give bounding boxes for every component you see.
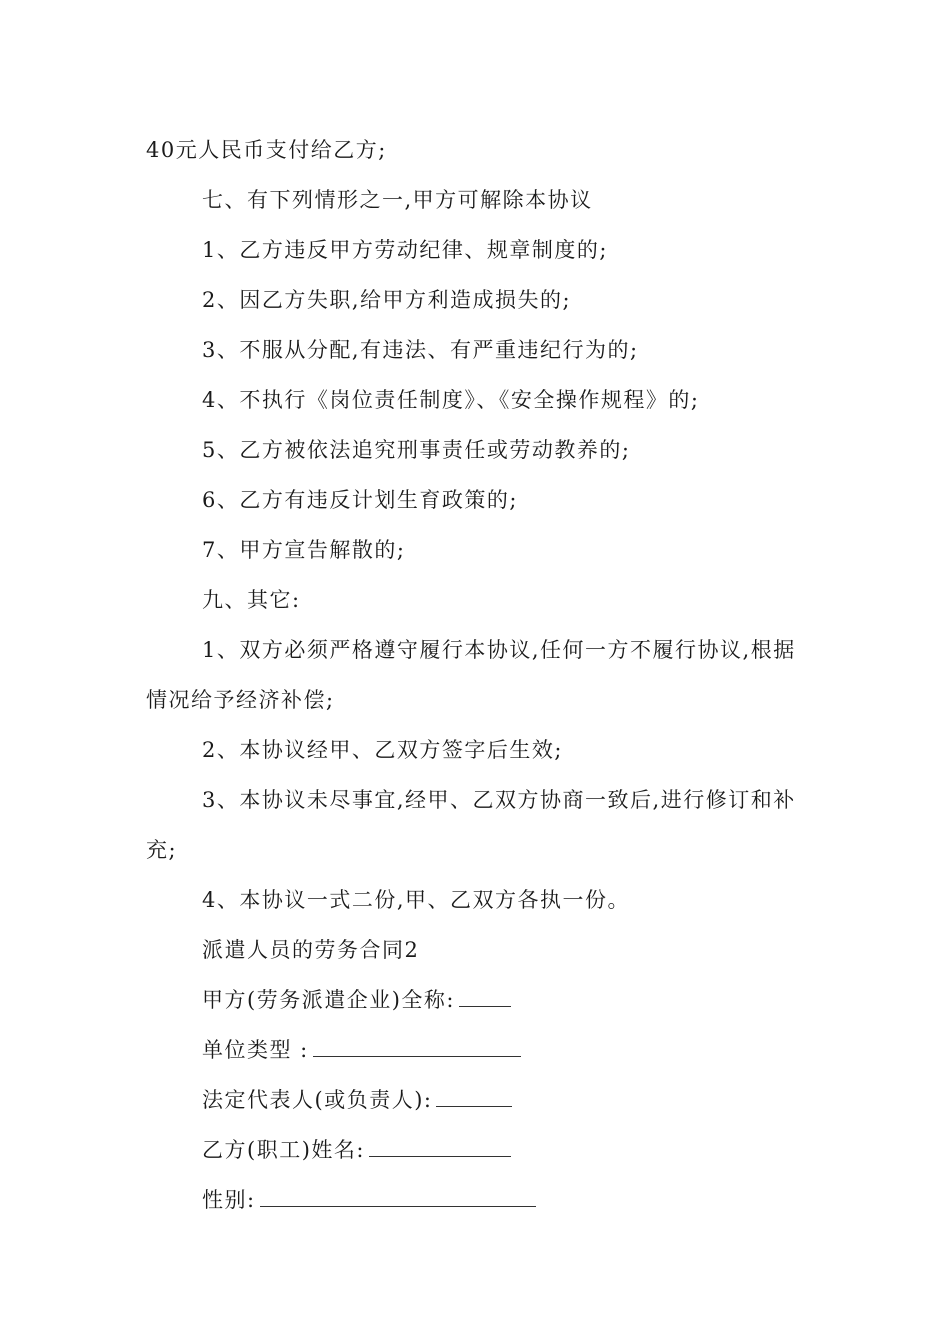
list-item: 3、本协议未尽事宜,经甲、乙双方协商一致后,进行修订和补 bbox=[202, 788, 796, 812]
field-label: 乙方(职工)姓名: bbox=[202, 1138, 365, 1162]
field-label: 性别: bbox=[202, 1188, 256, 1212]
list-item: 6、乙方有违反计划生育政策的; bbox=[202, 488, 518, 512]
contract-title: 派遣人员的劳务合同2 bbox=[202, 938, 420, 962]
field-label: 单位类型 : bbox=[202, 1038, 309, 1062]
list-item: 1、乙方违反甲方劳动纪律、规章制度的; bbox=[202, 238, 608, 262]
fill-blank bbox=[369, 1136, 511, 1157]
list-item: 4、不执行《岗位责任制度》、《安全操作规程》的; bbox=[202, 388, 700, 412]
text-line: 充; bbox=[146, 838, 178, 862]
list-item: 1、双方必须严格遵守履行本协议,任何一方不履行协议,根据 bbox=[202, 638, 796, 662]
fill-blank bbox=[260, 1186, 536, 1207]
section-heading-seven: 七、有下列情形之一,甲方可解除本协议 bbox=[202, 188, 593, 212]
field-label: 法定代表人(或负责人): bbox=[202, 1088, 433, 1112]
field-unit-type bbox=[202, 1035, 521, 1065]
section-heading-nine: 九、其它: bbox=[202, 588, 301, 612]
field-label: 甲方(劳务派遣企业)全称: bbox=[202, 988, 455, 1012]
field-party-b-name bbox=[202, 1135, 511, 1165]
list-item: 5、乙方被依法追究刑事责任或劳动教养的; bbox=[202, 438, 631, 462]
field-gender bbox=[202, 1185, 536, 1215]
text-line: 40元人民币支付给乙方; bbox=[146, 138, 387, 162]
field-party-a-name bbox=[202, 985, 511, 1015]
list-item: 7、甲方宣告解散的; bbox=[202, 538, 406, 562]
fill-blank bbox=[313, 1036, 521, 1057]
list-item: 3、不服从分配,有违法、有严重违纪行为的; bbox=[202, 338, 639, 362]
list-item: 4、本协议一式二份,甲、乙双方各执一份。 bbox=[202, 888, 631, 912]
field-legal-representative bbox=[202, 1085, 512, 1115]
fill-blank bbox=[459, 986, 511, 1007]
list-item: 2、本协议经甲、乙双方签字后生效; bbox=[202, 738, 563, 762]
list-item: 2、因乙方失职,给甲方利造成损失的; bbox=[202, 288, 572, 312]
text-line: 情况给予经济补偿; bbox=[146, 688, 335, 712]
fill-blank bbox=[436, 1086, 512, 1107]
